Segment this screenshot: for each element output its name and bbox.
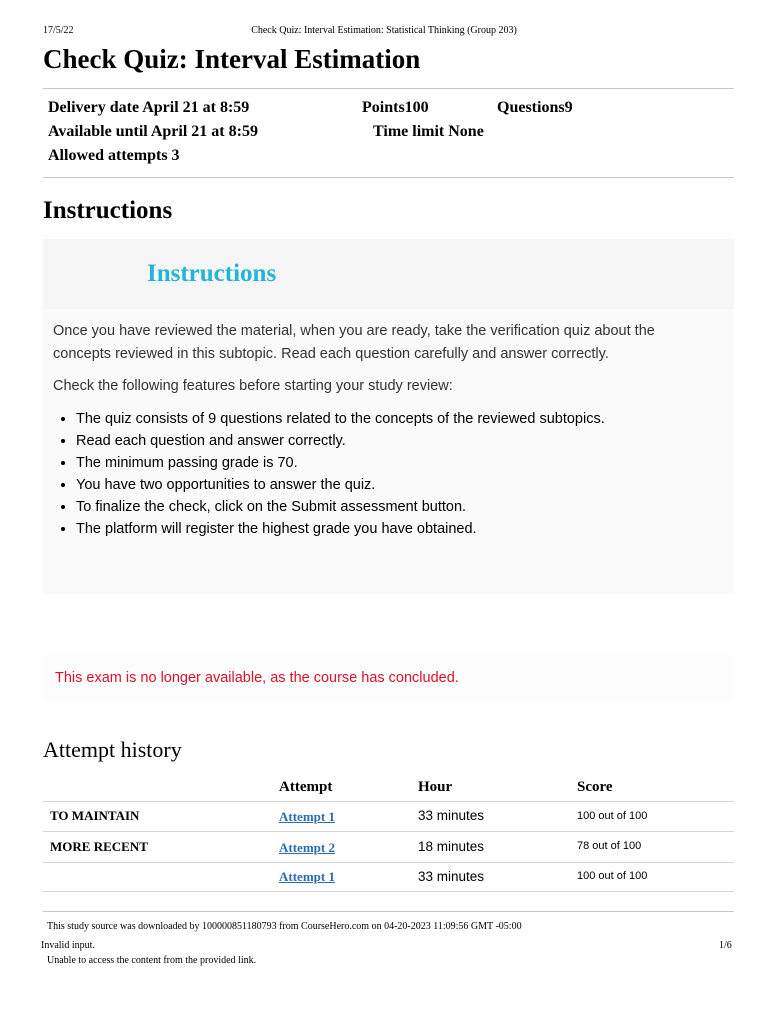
attempt-score: 100 out of 100	[577, 870, 648, 882]
page-number: 1/6	[719, 940, 732, 951]
list-item: • The minimum passing grade is 70.	[76, 452, 605, 474]
unavailable-notice: This exam is no longer available, as the course has concluded.	[55, 670, 459, 686]
column-header-hour: Hour	[418, 779, 453, 795]
attempt-link[interactable]: Attempt 1	[279, 809, 335, 824]
list-item: • The quiz consists of 9 questions related to the concepts of the reviewed subtopics.	[76, 408, 605, 430]
list-item: • To finalize the check, click on the Submit assessment button.	[76, 496, 605, 518]
attempt-duration: 18 minutes	[418, 839, 485, 854]
attempt-link[interactable]: Attempt 2	[279, 840, 335, 855]
divider	[43, 88, 734, 89]
attempt-link[interactable]: Attempt 1	[279, 869, 335, 884]
table-divider	[43, 801, 734, 802]
instructions-paragraph	[53, 320, 655, 365]
features-list	[56, 408, 605, 540]
table-divider	[43, 831, 734, 832]
list-item: • You have two opportunities to answer the quiz.	[76, 474, 605, 496]
footer-divider	[43, 911, 734, 912]
print-header-title: Check Quiz: Interval Estimation: Statistical Thinking (Group 203)	[251, 25, 517, 36]
attempt-score: 78 out of 100	[577, 840, 642, 852]
instructions-heading: Instructions	[43, 197, 173, 224]
row-label: TO MAINTAIN	[50, 808, 140, 823]
features-intro: Check the following features before starting your study review:	[53, 378, 453, 394]
print-date: 17/5/22	[43, 25, 74, 36]
page-title: Check Quiz: Interval Estimation	[43, 44, 421, 74]
table-divider	[43, 891, 734, 892]
instructions-panel-title: Instructions	[147, 260, 277, 287]
column-header-score: Score	[577, 779, 613, 795]
column-header-attempt: Attempt	[279, 779, 333, 795]
allowed-attempts: Allowed attempts 3	[48, 147, 180, 164]
table-divider	[43, 862, 734, 863]
delivery-date: Delivery date April 21 at 8:59	[48, 99, 250, 116]
attempt-duration: 33 minutes	[418, 869, 485, 884]
paragraph-line: Once you have reviewed the material, when you are ready, take the verification quiz about the	[53, 323, 655, 339]
unable-note: Unable to access the content from the provided link.	[47, 955, 257, 966]
list-item: • The platform will register the highest grade you have obtained.	[76, 518, 605, 540]
time-limit: Time limit None	[373, 123, 484, 140]
row-label: MORE RECENT	[50, 839, 148, 854]
source-note: This study source was downloaded by 100000851180793 from CourseHero.com on 04-20-2023 11:09:56 GMT -05:00	[47, 921, 522, 932]
invalid-input-note: Invalid input.	[41, 940, 95, 951]
attempt-score: 100 out of 100	[577, 810, 648, 822]
paragraph-line: concepts reviewed in this subtopic. Read each question carefully and answer correctly.	[53, 345, 609, 362]
points: Points100	[362, 99, 429, 116]
questions-count: Questions9	[497, 99, 573, 116]
attempt-duration: 33 minutes	[418, 808, 485, 823]
attempt-history-heading: Attempt history	[43, 737, 182, 762]
available-until: Available until April 21 at 8:59	[48, 123, 258, 140]
list-item: • Read each question and answer correctly.	[76, 430, 605, 452]
divider	[43, 177, 734, 178]
